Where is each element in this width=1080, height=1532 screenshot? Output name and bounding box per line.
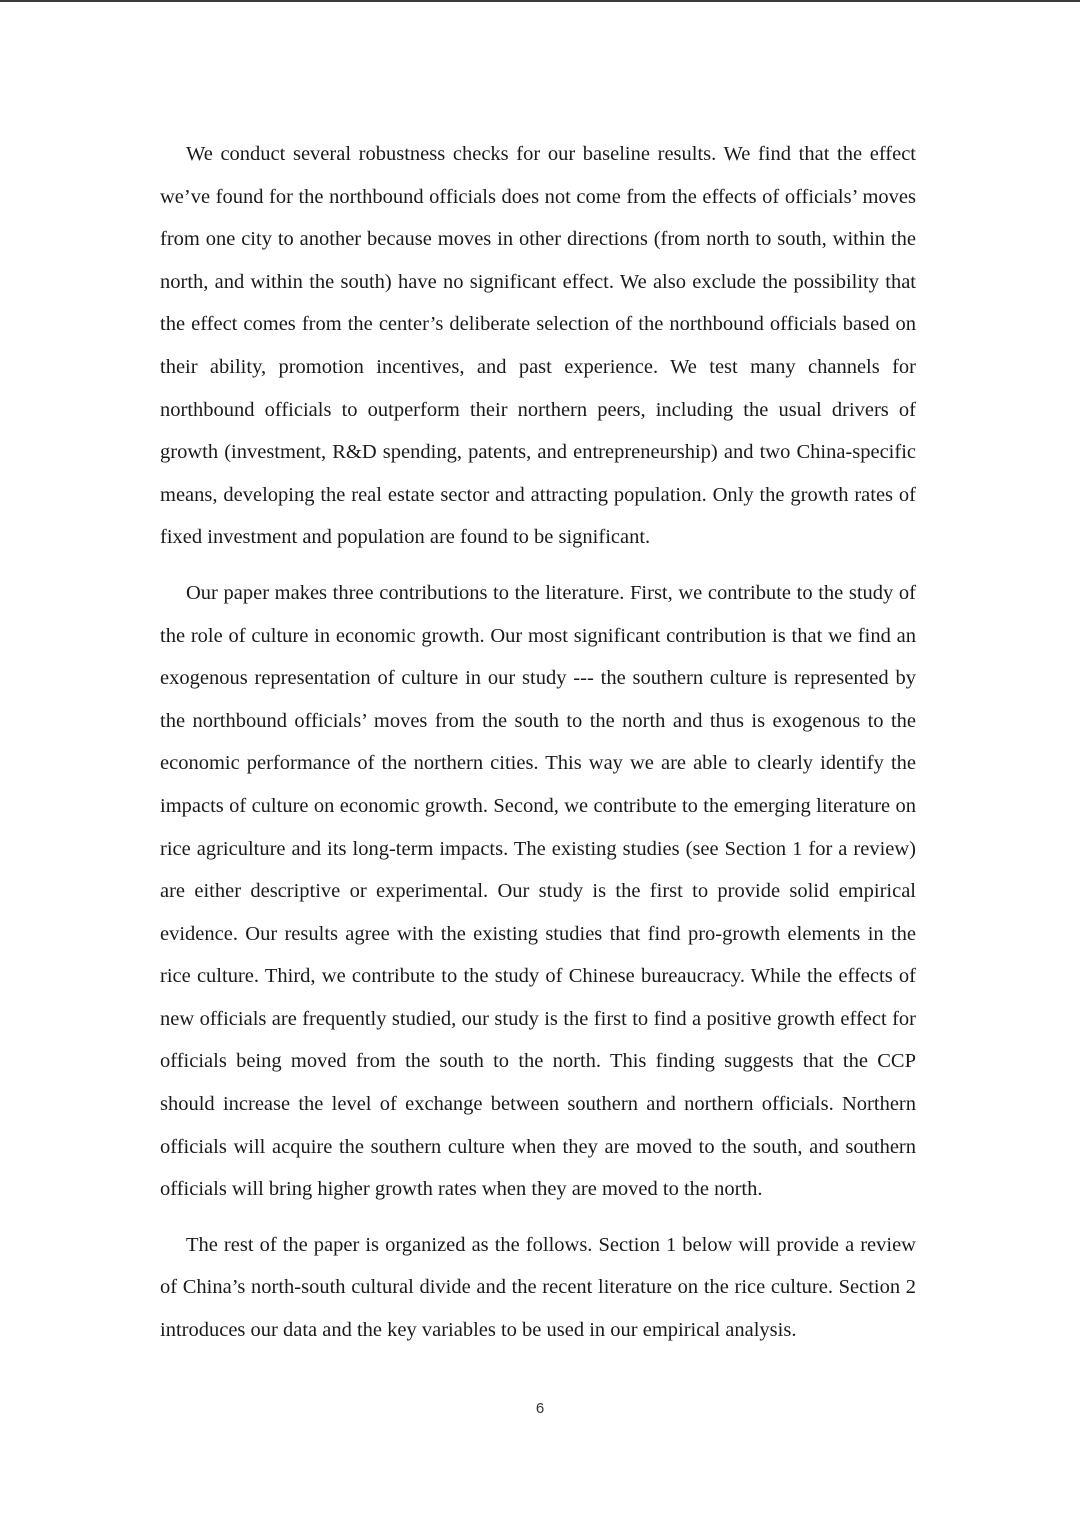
paragraph-paper-organization: The rest of the paper is organized as the follows. Section 1 below will provide a review of China’s north-south cultural divide and the recent literature on the rice culture. Section 2 introduces our data and the key variables to be used in our empirical analysis. — [160, 1233, 916, 1342]
paragraph-robustness-checks: We conduct several robustness checks for our baseline results. We find that the effect we’ve found for the northbound officials does not come from the effects of officials’ moves from one city to another because moves in other directions (from north to south, within the north, and within the south) have no significant effect. We also exclude the possibility that the effect comes from the center’s deliberate selection of the northbound officials based on their ability, promotion incentives, and past experience. We test many channels for northbound officials to outperform their northern peers, including the usual drivers of growth (investment, R&D spending, patents, and entrepreneurship) and two China-specific means, developing the real estate sector and attracting population. Only the growth rates of fixed investment and population are found to be significant. — [160, 143, 916, 549]
top-border-line — [0, 0, 1080, 2]
page-number: 6 — [535, 1400, 545, 1417]
paragraph-contributions: Our paper makes three contributions to the literature. First, we contribute to the study of the role of culture in economic growth. Our most significant contribution is that we find an exogenous representation of culture in our study --- the southern culture is represented by the northbound officials’ moves from the south to the north and thus is exogenous to the economic performance of the northern cities. This way we are able to clearly identify the impacts of culture on economic growth. Second, we contribute to the emerging literature on rice agriculture and its long-term impacts. The existing studies (see Section 1 for a review) are either descriptive or experimental. Our study is the first to provide solid empirical evidence. Our results agree with the existing studies that find pro-growth elements in the rice culture. Third, we contribute to the study of Chinese bureaucracy. While the effects of new officials are frequently studied, our study is the first to find a positive growth effect for officials being moved from the south to the north. This finding suggests that the CCP should increase the level of exchange between southern and northern officials. Northern officials will acquire the southern culture when they are moved to the south, and southern officials will bring higher growth rates when they are moved to the north. — [160, 581, 916, 1201]
page-body — [160, 133, 916, 1365]
